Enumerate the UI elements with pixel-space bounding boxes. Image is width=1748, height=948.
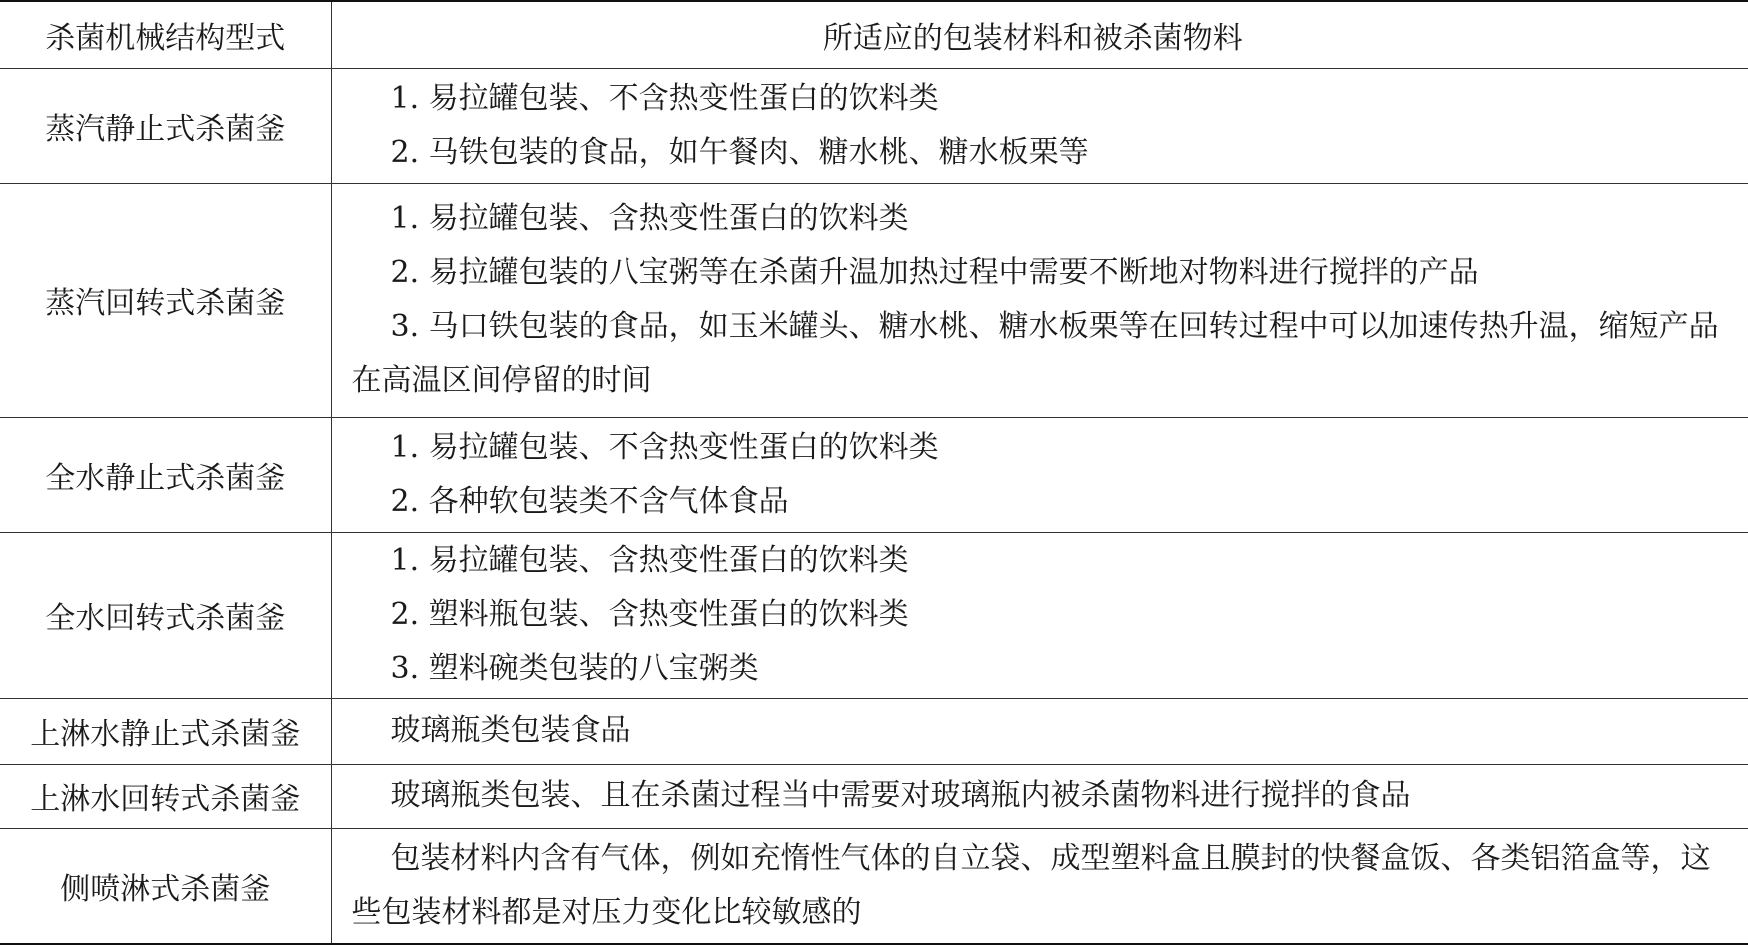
materials-line: 2. 塑料瓶包装、含热变性蛋白的饮料类 [390, 597, 909, 632]
materials-cell [331, 698, 1748, 764]
materials-line: 1. 易拉罐包装、含热变性蛋白的饮料类 [390, 201, 909, 236]
table-row [0, 417, 1748, 532]
materials-line: 包装材料内含有气体，例如充惰性气体的自立袋、成型塑料盒且膜封的快餐盒饭、各类铝箔盒等，这些包装材料都是对压力变化比较敏感的 [351, 840, 1711, 930]
structure-type-cell: 上淋水回转式杀菌釜 [0, 764, 331, 828]
table-row [0, 68, 1748, 183]
materials-line: 2. 易拉罐包装的八宝粥等在杀菌升温加热过程中需要不断地对物料进行搅拌的产品 [390, 255, 1479, 290]
header-row [0, 1, 1748, 68]
table-row [0, 183, 1748, 417]
materials-line: 3. 塑料碗类包装的八宝粥类 [390, 651, 759, 686]
materials-line: 2. 马铁包装的食品，如午餐肉、糖水桃、糖水板栗等 [390, 134, 1089, 170]
materials-line: 2. 各种软包装类不含气体食品 [390, 483, 789, 519]
structure-type-cell: 侧喷淋式杀菌釜 [0, 828, 331, 944]
header-structure-type: 杀菌机械结构型式 [0, 1, 331, 68]
header-materials: 所适应的包装材料和被杀菌物料 [331, 1, 1748, 68]
materials-cell [331, 532, 1748, 698]
materials-cell [331, 764, 1748, 828]
structure-type-cell: 全水静止式杀菌釜 [0, 417, 331, 532]
structure-type-cell: 蒸汽静止式杀菌釜 [0, 68, 331, 183]
materials-line: 3. 马口铁包装的食品，如玉米罐头、糖水桃、糖水板栗等在回转过程中可以加速传热升温，缩短产品在高温区间停留的时间 [351, 309, 1719, 398]
materials-cell [331, 417, 1748, 532]
structure-type-cell: 上淋水静止式杀菌釜 [0, 698, 331, 764]
table-row [0, 698, 1748, 764]
structure-type-cell: 全水回转式杀菌釜 [0, 532, 331, 698]
structure-type-cell: 蒸汽回转式杀菌釜 [0, 183, 331, 417]
table-row [0, 764, 1748, 828]
materials-cell [331, 828, 1748, 944]
materials-line: 玻璃瓶类包装、且在杀菌过程当中需要对玻璃瓶内被杀菌物料进行搅拌的食品 [390, 778, 1411, 813]
materials-line: 1. 易拉罐包装、含热变性蛋白的饮料类 [390, 543, 909, 578]
table-row [0, 532, 1748, 698]
materials-line: 玻璃瓶类包装食品 [390, 713, 631, 748]
materials-line: 1. 易拉罐包装、不含热变性蛋白的饮料类 [390, 80, 939, 116]
materials-cell [331, 68, 1748, 183]
table-row [0, 828, 1748, 944]
materials-cell [331, 183, 1748, 417]
materials-line: 1. 易拉罐包装、不含热变性蛋白的饮料类 [390, 429, 939, 465]
